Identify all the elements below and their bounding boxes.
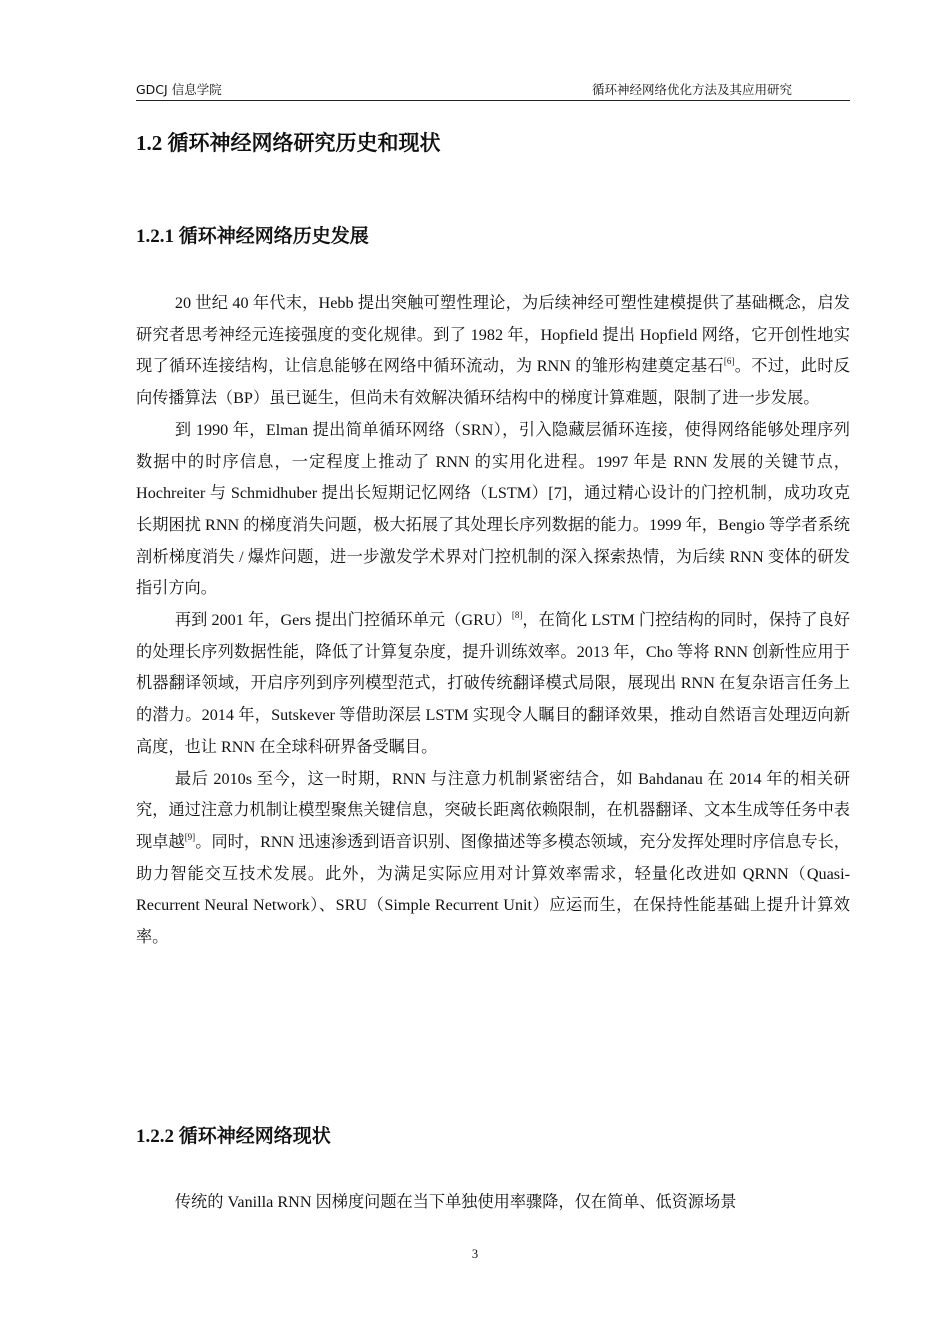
page-header bbox=[136, 78, 850, 101]
page-number: 3 bbox=[471, 1247, 479, 1261]
paragraph-text: ，在简化 LSTM 门控结构的同时，保持了良好的处理长序列数据性能，降低了计算复杂度，提升训练效率。2013 年，Cho 等将 RNN 创新性应用于机器翻译领域，开启序列到序列模型范式，打破传统翻译模式局限，展现出 RNN 在复杂语言任务上的潜力。2014 年，Sutskever 等借助深层 LSTM 实现令人瞩目的翻译效果，推动自然语言处理迈向新高度，也让 RNN 在全球科研界备受瞩目。 bbox=[136, 611, 850, 756]
citation: [8] bbox=[511, 609, 523, 620]
status-body bbox=[136, 1187, 850, 1219]
paragraph bbox=[136, 605, 850, 764]
paragraph: 传统的 Vanilla RNN 因梯度问题在当下单独使用率骤降，仅在简单、低资源场景 bbox=[174, 1193, 737, 1211]
paragraph-text: 。同时，RNN 迅速渗透到语音识别、图像描述等多模态领域，充分发挥处理时序信息专长，助力智能交互技术发展。此外，为满足实际应用对计算效率需求，轻量化改进如 QRNN（Quasi-Recurrent Neural Network）、SRU（Simple Recurrent Unit）应运而生，在保持性能基础上提升计算效率。 bbox=[136, 832, 850, 947]
citation: [9] bbox=[184, 831, 196, 842]
history-body bbox=[136, 288, 850, 954]
paragraph-text: 20 世纪 40 年代末，Hebb 提出突触可塑性理论，为后续神经可塑性建模提供了基础概念，启发研究者思考神经元连接强度的变化规律。到了 1982 年，Hopfield 提出 Hopfield 网络，它开创性地实现了循环连接结构，让信息能够在网络中循环流动，为 RNN 的雏形构建奠定基石 bbox=[136, 294, 850, 376]
paragraph bbox=[136, 764, 850, 954]
subsection-heading-history: 1.2.1 循环神经网络历史发展 bbox=[136, 226, 369, 247]
paragraph bbox=[136, 288, 850, 415]
section-heading: 1.2 循环神经网络研究历史和现状 bbox=[136, 131, 441, 155]
paragraph-text: 再到 2001 年，Gers 提出门控循环单元（GRU） bbox=[174, 611, 512, 630]
citation: [6] bbox=[723, 356, 735, 367]
header-institution: GDCJ 信息学院 bbox=[136, 82, 222, 97]
paragraph-text: 。不过，此时反向传播算法（BP）虽已诞生，但尚未有效解决循环结构中的梯度计算难题，限制了进一步发展。 bbox=[136, 357, 850, 408]
paragraph: 到 1990 年，Elman 提出简单循环网络（SRN），引入隐藏层循环连接，使得网络能够处理序列数据中的时序信息，一定程度上推动了 RNN 的实用化进程。1997 年是 RNN 发展的关键节点，Hochreiter 与 Schmidhuber 提出长短期记忆网络（LSTM）[7]，通过精心设计的门控机制，成功攻克长期困扰 RNN 的梯度消失问题，极大拓展了其处理长序列数据的能力。1999 年，Bengio 等学者系统剖析梯度消失 / 爆炸问题，进一步激发学术界对门控机制的深入探索热情，为后续 RNN 变体的研发指引方向。 bbox=[136, 420, 850, 598]
paragraph-text: 最后 2010s 至今，这一时期，RNN 与注意力机制紧密结合，如 Bahdanau 在 2014 年的相关研究，通过注意力机制让模型聚焦关键信息，突破长距离依赖限制，在机器翻译、文本生成等任务中表现卓越 bbox=[136, 769, 850, 851]
subsection-heading-status: 1.2.2 循环神经网络现状 bbox=[136, 1126, 331, 1147]
header-thesis-title: 循环神经网络优化方法及其应用研究 bbox=[591, 82, 792, 97]
